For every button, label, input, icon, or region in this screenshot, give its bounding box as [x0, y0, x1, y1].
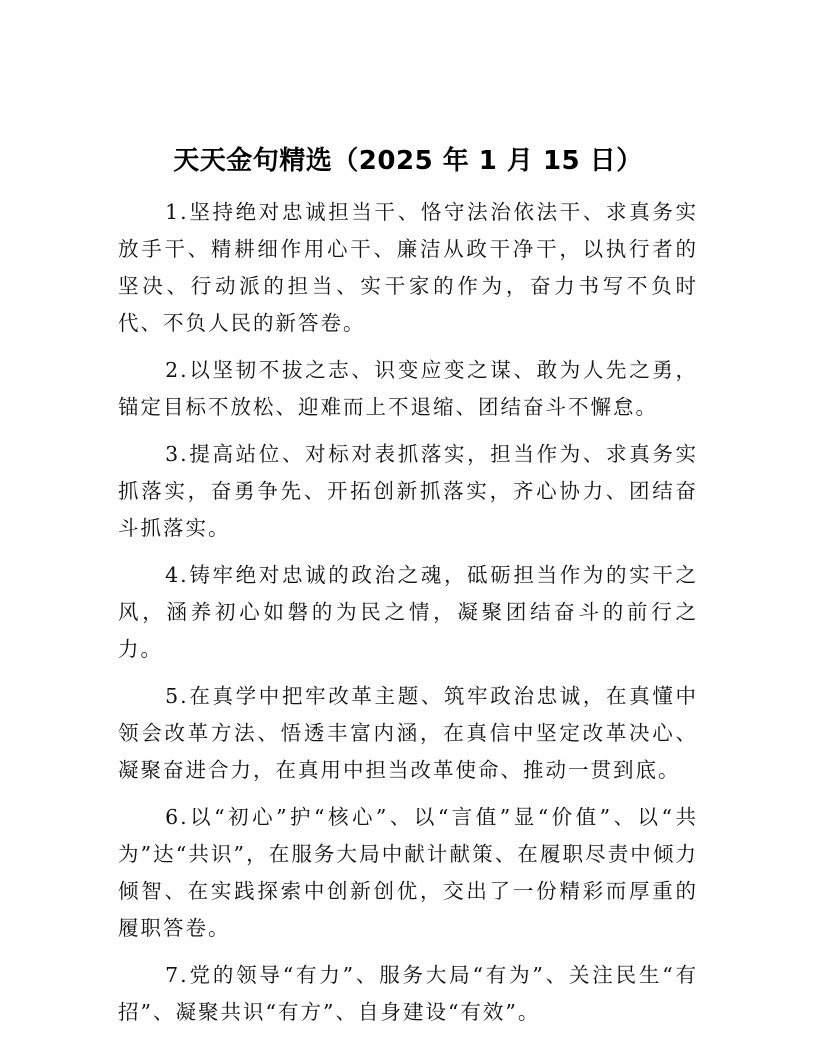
quote-paragraph-6: 6.以“初心”护“核心”、以“言值”显“价值”、以“共为”达“共识”，在服务大局中献计献策、在履职尽责中倾力倾智、在实践探索中创新创优，交出了一份精彩而厚重的履职答卷。 — [118, 805, 698, 940]
quote-paragraph-1: 1.坚持绝对忠诚担当干、恪守法治依法干、求真务实放手干、精耕细作用心干、廉洁从政干净干，以执行者的坚决、行动派的担当、实干家的作为，奋力书写不负时代、不负人民的新答卷。 — [118, 200, 698, 335]
quote-paragraph-4: 4.铸牢绝对忠诚的政治之魂，砥砺担当作为的实干之风，涵养初心如磐的为民之情，凝聚团结奋斗的前行之力。 — [118, 563, 698, 661]
document-body — [118, 194, 698, 1041]
quote-paragraph-7: 7.党的领导“有力”、服务大局“有为”、关注民生“有招”、凝聚共识“有方”、自身建设“有效”。 — [118, 963, 698, 1024]
document-title: 天天金句精选（2025 年 1 月 15 日） — [173, 146, 643, 176]
quote-paragraph-3: 3.提高站位、对标对表抓落实，担当作为、求真务实抓落实，奋勇争先、开拓创新抓落实，齐心协力、团结奋斗抓落实。 — [118, 442, 698, 540]
quote-paragraph-2: 2.以坚韧不拔之志、识变应变之谋、敢为人先之勇，锚定目标不放松、迎难而上不退缩、团结奋斗不懈怠。 — [118, 358, 698, 419]
quote-paragraph-5: 5.在真学中把牢改革主题、筑牢政治忠诚，在真懂中领会改革方法、悟透丰富内涵，在真信中坚定改革决心、凝聚奋进合力，在真用中担当改革使命、推动一贯到底。 — [118, 684, 698, 782]
